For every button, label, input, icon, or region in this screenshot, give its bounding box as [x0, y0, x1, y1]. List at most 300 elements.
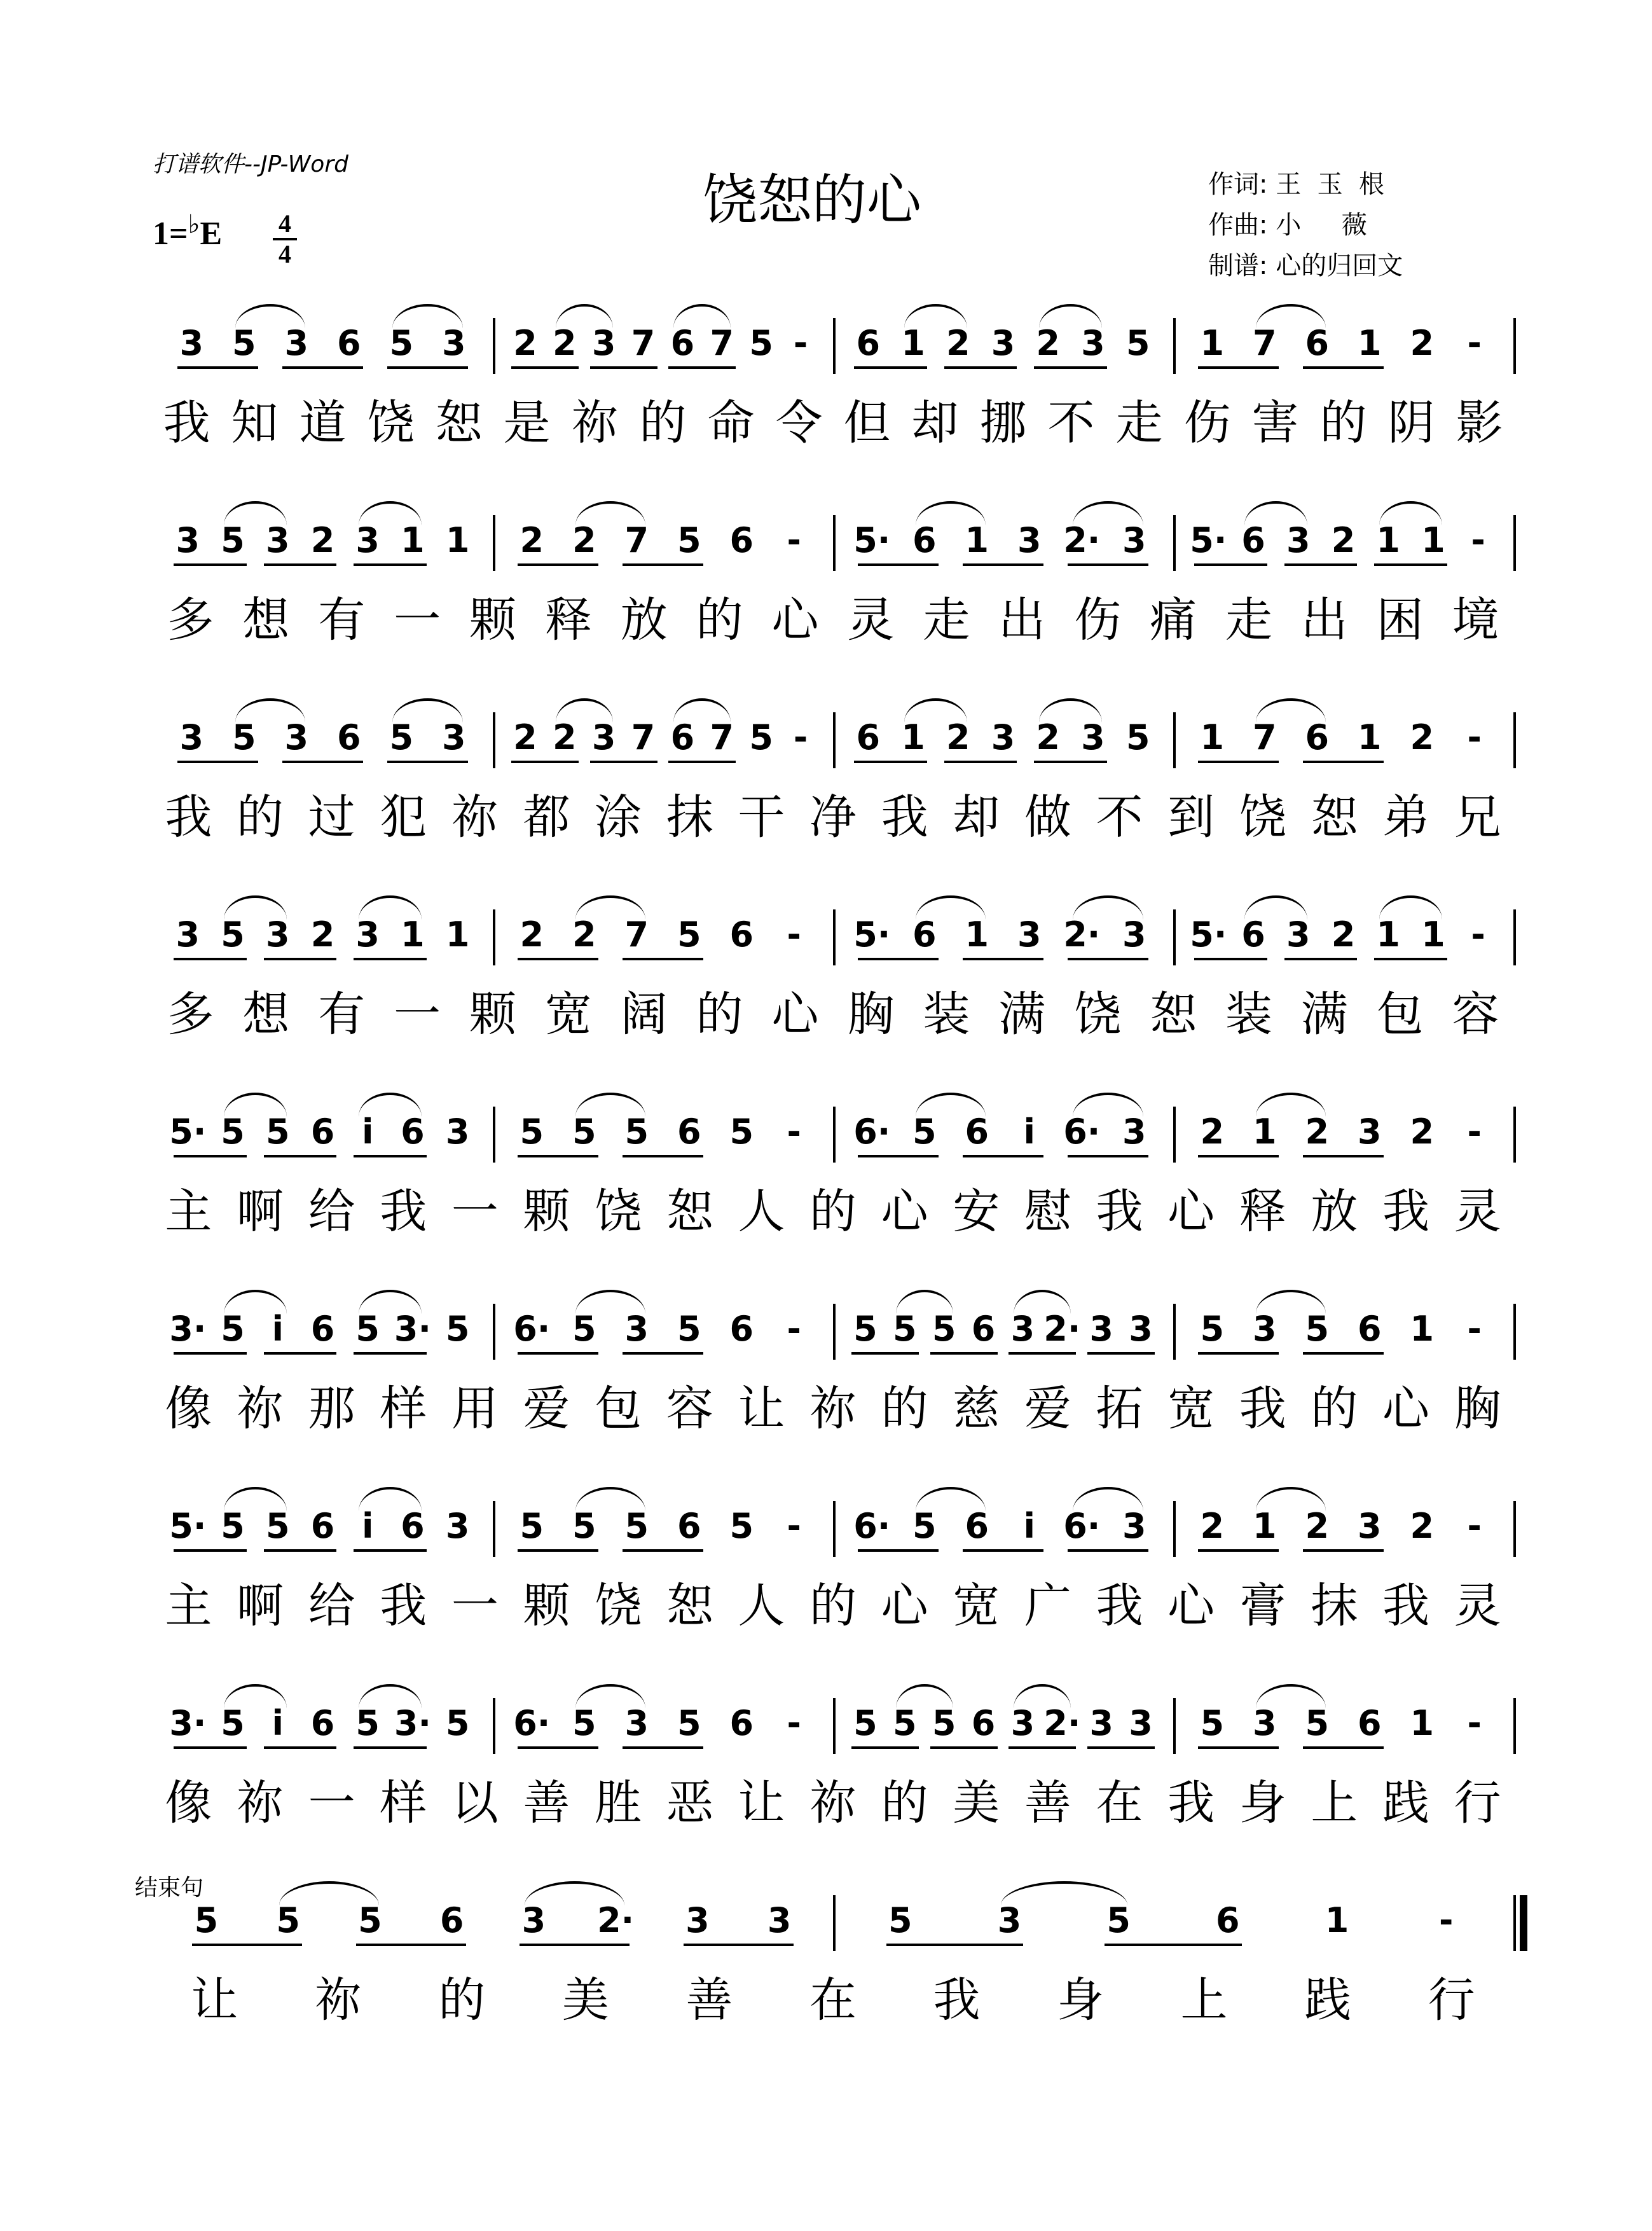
lyric-char: 心	[881, 1184, 928, 1239]
barline	[833, 1698, 836, 1754]
lyrics-row	[0, 1972, 1652, 2035]
lyric-char: 那	[308, 1381, 355, 1436]
note: 3	[521, 1900, 546, 1940]
beam-line	[1068, 563, 1148, 566]
lyric-char: 爱	[1024, 1381, 1071, 1436]
note: i	[361, 1112, 374, 1152]
beam-line	[963, 1155, 1043, 1157]
note: 3	[355, 915, 380, 955]
note: 1	[965, 915, 989, 955]
note: 3	[1010, 1309, 1035, 1349]
beam-line	[590, 761, 657, 763]
beam-line	[1198, 1549, 1279, 1552]
note: 5	[520, 1112, 544, 1152]
barline	[833, 712, 836, 768]
note: 5	[221, 1703, 245, 1743]
lyric-char: 主	[165, 1578, 212, 1633]
barline	[493, 1698, 495, 1754]
key-prefix: 1=	[153, 216, 188, 252]
lyric-char: 颗	[469, 593, 516, 647]
note: 3	[591, 323, 616, 363]
note: 3·	[394, 1703, 431, 1743]
note: 6	[310, 1506, 335, 1546]
beam-line	[356, 1944, 466, 1946]
note: 2	[1331, 520, 1356, 560]
barline	[493, 1107, 495, 1163]
lyric-char: 祢	[236, 1381, 284, 1436]
dash-note: -	[787, 1309, 801, 1349]
note: 6·	[513, 1703, 551, 1743]
note: 2·	[1063, 915, 1101, 955]
dash-note: -	[787, 915, 801, 955]
credit-label: 作词:	[1208, 170, 1268, 199]
note: 7	[631, 717, 656, 757]
note: 5	[624, 1112, 649, 1152]
lyric-char: 容	[1452, 987, 1499, 1042]
lyric-char: 饶	[1074, 987, 1122, 1042]
beam-line	[1008, 1352, 1076, 1355]
note: 1	[1357, 323, 1382, 363]
notes-row	[0, 1501, 1652, 1577]
lyric-char: 困	[1376, 593, 1424, 647]
flat-sign: ♭	[188, 210, 200, 239]
note: 6	[729, 1703, 754, 1743]
lyrics-row	[0, 1577, 1652, 1641]
credit-lyricist	[1208, 164, 1403, 205]
note: 6	[310, 1112, 335, 1152]
lyric-char: 祢	[809, 1776, 857, 1830]
notes-row	[0, 1304, 1652, 1380]
beam-line	[1303, 1746, 1384, 1749]
credits	[1208, 164, 1403, 286]
lyric-char: 广	[1024, 1578, 1071, 1633]
lyric-char: 啊	[236, 1578, 284, 1633]
lyric-char: 恕	[1150, 987, 1197, 1042]
beam-line	[1068, 1549, 1148, 1552]
lyric-char: 一	[308, 1776, 355, 1830]
lyric-char: 善	[685, 1973, 733, 2027]
notes-row	[0, 318, 1652, 394]
note: 5	[572, 1309, 596, 1349]
dash-note: -	[1467, 1703, 1482, 1743]
note: 6	[971, 1309, 996, 1349]
lyric-char: 我	[881, 790, 928, 845]
beam-line	[264, 1352, 337, 1355]
credit-label: 制谱:	[1208, 251, 1268, 280]
note: 6	[677, 1112, 701, 1152]
lyric-char: 涂	[595, 790, 642, 845]
lyric-char: 拓	[1096, 1381, 1143, 1436]
note: 5	[265, 1112, 290, 1152]
lyric-char: 害	[1251, 396, 1299, 450]
credit-value: 王 玉 根	[1276, 170, 1385, 199]
lyric-char: 包	[595, 1381, 642, 1436]
note: 1	[1410, 1309, 1435, 1349]
lyric-char: 走	[1225, 593, 1272, 647]
note: 3	[265, 915, 290, 955]
note: 5	[677, 1309, 701, 1349]
lyric-char: 身	[1239, 1776, 1286, 1830]
lyrics-row	[0, 1380, 1652, 1444]
lyric-char: 善	[1024, 1776, 1071, 1830]
note: 7	[710, 717, 734, 757]
lyric-char: 抹	[666, 790, 713, 845]
lyric-char: 灵	[847, 593, 895, 647]
note: 6	[670, 323, 695, 363]
note: 3	[1129, 1703, 1153, 1743]
beam-line	[1068, 958, 1148, 960]
barline	[1513, 1107, 1516, 1163]
beam-line	[282, 366, 363, 369]
barline	[833, 1107, 836, 1163]
note: 2	[553, 717, 577, 757]
beam-line	[387, 366, 468, 369]
lyrics-row	[0, 394, 1652, 458]
note: 2	[1200, 1112, 1225, 1152]
note: 6	[729, 520, 754, 560]
lyric-char: 做	[1024, 790, 1071, 845]
note: 5	[1305, 1309, 1330, 1349]
credit-composer	[1208, 205, 1403, 245]
note: i	[361, 1506, 374, 1546]
lyric-char: 像	[165, 1381, 212, 1436]
note: 5	[729, 1112, 754, 1152]
lyric-char: 的	[881, 1381, 928, 1436]
beam-line	[518, 563, 598, 566]
note: 3	[179, 717, 204, 757]
beam-line	[1198, 761, 1279, 763]
beam-line	[1303, 1352, 1384, 1355]
note: 5	[358, 1900, 382, 1940]
barline	[493, 712, 495, 768]
note: 5	[912, 1112, 937, 1152]
lyric-char: 行	[1454, 1776, 1501, 1830]
note: 3	[1286, 520, 1311, 560]
beam-line	[668, 761, 736, 763]
lyric-char: 的	[236, 790, 284, 845]
note: 1	[1376, 520, 1400, 560]
lyric-char: 美	[561, 1973, 609, 2027]
beam-line	[944, 761, 1017, 763]
lyric-char: 抹	[1311, 1578, 1358, 1633]
note: 3	[624, 1703, 649, 1743]
note: 5·	[169, 1112, 207, 1152]
lyric-char: 我	[380, 1184, 427, 1239]
note: 5·	[853, 915, 891, 955]
lyric-char: 恕	[666, 1578, 713, 1633]
note: 5	[221, 915, 245, 955]
note: 3	[1089, 1703, 1113, 1743]
lyric-char: 在	[1096, 1776, 1143, 1830]
lyric-char: 心	[1167, 1578, 1215, 1633]
note: 5	[749, 717, 773, 757]
lyric-char: 用	[451, 1381, 499, 1436]
lyric-char: 我	[933, 1973, 981, 2027]
beam-line	[963, 958, 1043, 960]
beam-line	[886, 1944, 1024, 1946]
lyric-char: 的	[639, 396, 687, 450]
note: 3	[591, 717, 616, 757]
beam-line	[174, 1549, 247, 1552]
lyric-char: 的	[809, 1184, 857, 1239]
lyric-char: 释	[544, 593, 592, 647]
lyric-char: 放	[1311, 1184, 1358, 1239]
beam-line	[1303, 1155, 1384, 1157]
note: 5	[389, 323, 414, 363]
lyric-char: 的	[809, 1578, 857, 1633]
note: 5	[389, 717, 414, 757]
beam-line	[858, 1155, 939, 1157]
note: 5	[221, 520, 245, 560]
dash-note: -	[793, 717, 808, 757]
barline	[493, 909, 495, 965]
time-sig-top: 4	[279, 209, 291, 238]
note: 5	[888, 1900, 912, 1940]
beam-line	[518, 1352, 598, 1355]
beam-line	[520, 1944, 630, 1946]
note: 6	[856, 717, 881, 757]
beam-line	[1087, 1746, 1155, 1749]
note: 5	[276, 1900, 300, 1940]
beam-line	[264, 1549, 337, 1552]
lyric-char: 人	[738, 1578, 785, 1633]
note: 6·	[853, 1112, 891, 1152]
note: 2	[1331, 915, 1356, 955]
note: 6	[1216, 1900, 1240, 1940]
lyric-char: 饶	[595, 1184, 642, 1239]
note: 5	[853, 1309, 878, 1349]
lyric-char: 满	[998, 987, 1046, 1042]
beam-line	[354, 1155, 427, 1157]
note: 3	[1129, 1309, 1153, 1349]
note: 5	[853, 1703, 878, 1743]
lyric-char: 知	[231, 396, 279, 450]
note: 6	[729, 915, 754, 955]
song-title: 饶恕的心	[703, 169, 921, 232]
lyric-char: 啊	[236, 1184, 284, 1239]
lyric-char: 恕	[666, 1184, 713, 1239]
beam-line	[963, 1549, 1043, 1552]
note: 3·	[394, 1309, 431, 1349]
dash-note: -	[787, 1112, 801, 1152]
lyric-char: 有	[318, 987, 366, 1042]
barline	[833, 318, 836, 374]
lyric-char: 饶	[367, 396, 415, 450]
note: i	[272, 1703, 284, 1743]
beam-line	[858, 563, 939, 566]
barline	[1513, 1895, 1516, 1951]
lyric-char: 不	[1096, 790, 1143, 845]
lyrics-row	[0, 1774, 1652, 1838]
beam-line	[1284, 563, 1358, 566]
lyric-char: 心	[1382, 1381, 1430, 1436]
beam-line	[623, 958, 703, 960]
beam-line	[623, 563, 703, 566]
lyric-char: 善	[523, 1776, 570, 1830]
note: 2	[1305, 1112, 1330, 1152]
lyric-char: 却	[953, 790, 1000, 845]
note: 3	[1017, 520, 1042, 560]
lyric-char: 人	[738, 1184, 785, 1239]
lyrics-row	[0, 591, 1652, 655]
lyric-char: 上	[1311, 1776, 1358, 1830]
lyric-char: 干	[738, 790, 785, 845]
barline	[1513, 1698, 1516, 1754]
dash-note: -	[1438, 1900, 1454, 1940]
beam-line	[1034, 366, 1107, 369]
note: 6	[336, 717, 361, 757]
credit-transcriber	[1208, 245, 1403, 286]
lyric-char: 颗	[523, 1184, 570, 1239]
note: 6	[1305, 323, 1330, 363]
lyric-char: 伤	[1074, 593, 1122, 647]
note: i	[1023, 1112, 1036, 1152]
lyric-char: 践	[1304, 1973, 1352, 2027]
note: 3	[1122, 915, 1146, 955]
beam-line	[518, 1549, 598, 1552]
note: 7	[710, 323, 734, 363]
note: 2	[520, 520, 544, 560]
lyric-char: 的	[438, 1973, 486, 2027]
note: 5·	[853, 520, 891, 560]
lyric-char: 恶	[666, 1776, 713, 1830]
note: 7	[1252, 323, 1277, 363]
lyric-char: 我	[165, 790, 212, 845]
beam-line	[354, 563, 427, 566]
barline	[493, 318, 495, 374]
lyric-char: 心	[771, 593, 819, 647]
note: 3	[1122, 1506, 1146, 1546]
dash-note: -	[1467, 1506, 1482, 1546]
note: 6·	[513, 1309, 551, 1349]
lyrics-row	[0, 986, 1652, 1049]
lyric-char: 的	[1311, 1381, 1358, 1436]
note: 6	[971, 1703, 996, 1743]
beam-line	[174, 1746, 247, 1749]
beam-line	[858, 958, 939, 960]
note: 3	[1017, 915, 1042, 955]
lyric-char: 影	[1456, 396, 1503, 450]
barline	[1513, 1304, 1516, 1360]
lyric-char: 痛	[1150, 593, 1197, 647]
lyric-char: 的	[696, 987, 743, 1042]
lyric-char: 让	[738, 1776, 785, 1830]
note: 6	[310, 1309, 335, 1349]
lyric-char: 安	[953, 1184, 1000, 1239]
dash-note: -	[793, 323, 808, 363]
lyric-char: 心	[771, 987, 819, 1042]
note: 1	[965, 520, 989, 560]
note: 3	[1357, 1112, 1382, 1152]
note: 3	[355, 520, 380, 560]
note: 5	[445, 1703, 470, 1743]
lyric-char: 恕	[1311, 790, 1358, 845]
beam-line	[174, 1155, 247, 1157]
barline	[493, 1304, 495, 1360]
lyric-char: 多	[167, 987, 214, 1042]
note: 5	[749, 323, 773, 363]
note: 3	[1010, 1703, 1035, 1743]
beam-line	[623, 1746, 703, 1749]
lyric-char: 境	[1452, 593, 1499, 647]
beam-line	[192, 1944, 302, 1946]
note: 6	[965, 1506, 989, 1546]
note: 1	[1200, 717, 1225, 757]
note: 3·	[169, 1703, 207, 1743]
beam-line	[518, 1155, 598, 1157]
notes-row	[0, 712, 1652, 789]
beam-line	[1198, 1155, 1279, 1157]
note: 1	[1357, 717, 1382, 757]
lyric-char: 有	[318, 593, 366, 647]
barline	[1173, 1304, 1176, 1360]
barline	[1513, 318, 1516, 374]
note: 5	[1200, 1703, 1225, 1743]
note: i	[272, 1309, 284, 1349]
note: 2	[946, 717, 970, 757]
lyric-char: 我	[163, 396, 210, 450]
note: 6·	[1063, 1506, 1101, 1546]
beam-line	[851, 1352, 919, 1355]
note: 3·	[169, 1309, 207, 1349]
beam-line	[177, 366, 258, 369]
beam-line	[623, 1155, 703, 1157]
lyric-char: 都	[523, 790, 570, 845]
lyric-char: 胸	[847, 987, 895, 1042]
note: 6	[1305, 717, 1330, 757]
lyric-char: 满	[1300, 987, 1348, 1042]
lyric-char: 让	[738, 1381, 785, 1436]
dash-note: -	[1467, 1112, 1482, 1152]
note: 3	[176, 915, 200, 955]
note: 5	[355, 1309, 380, 1349]
lyric-char: 饶	[1239, 790, 1286, 845]
note: 3	[997, 1900, 1022, 1940]
beam-line	[264, 958, 337, 960]
barline	[833, 1304, 836, 1360]
lyric-char: 的	[696, 593, 743, 647]
note: 2	[1200, 1506, 1225, 1546]
note: 1	[1252, 1112, 1277, 1152]
note: 2·	[597, 1900, 635, 1940]
note: 2	[572, 520, 596, 560]
lyric-char: 想	[242, 593, 290, 647]
note: 1	[401, 915, 425, 955]
beam-line	[1008, 1746, 1076, 1749]
note: 2	[310, 520, 335, 560]
key-signature	[153, 210, 223, 252]
lyric-char: 祢	[236, 1776, 284, 1830]
beam-line	[854, 761, 927, 763]
dash-note: -	[1471, 520, 1485, 560]
note: 5	[1305, 1703, 1330, 1743]
lyric-char: 给	[308, 1578, 355, 1633]
dash-note: -	[1471, 915, 1485, 955]
note: 5	[932, 1703, 956, 1743]
beam-line	[264, 1746, 337, 1749]
note: 5	[572, 1112, 596, 1152]
lyric-char: 颗	[523, 1578, 570, 1633]
lyric-char: 装	[923, 987, 970, 1042]
note: 1	[1410, 1703, 1435, 1743]
notes-row	[0, 909, 1652, 986]
note: i	[1023, 1506, 1036, 1546]
note: 5·	[1190, 915, 1227, 955]
time-signature	[270, 210, 299, 268]
software-label: 打谱软件--JP-Word	[153, 151, 348, 177]
note: 6	[1357, 1703, 1382, 1743]
note: 2·	[1063, 520, 1101, 560]
